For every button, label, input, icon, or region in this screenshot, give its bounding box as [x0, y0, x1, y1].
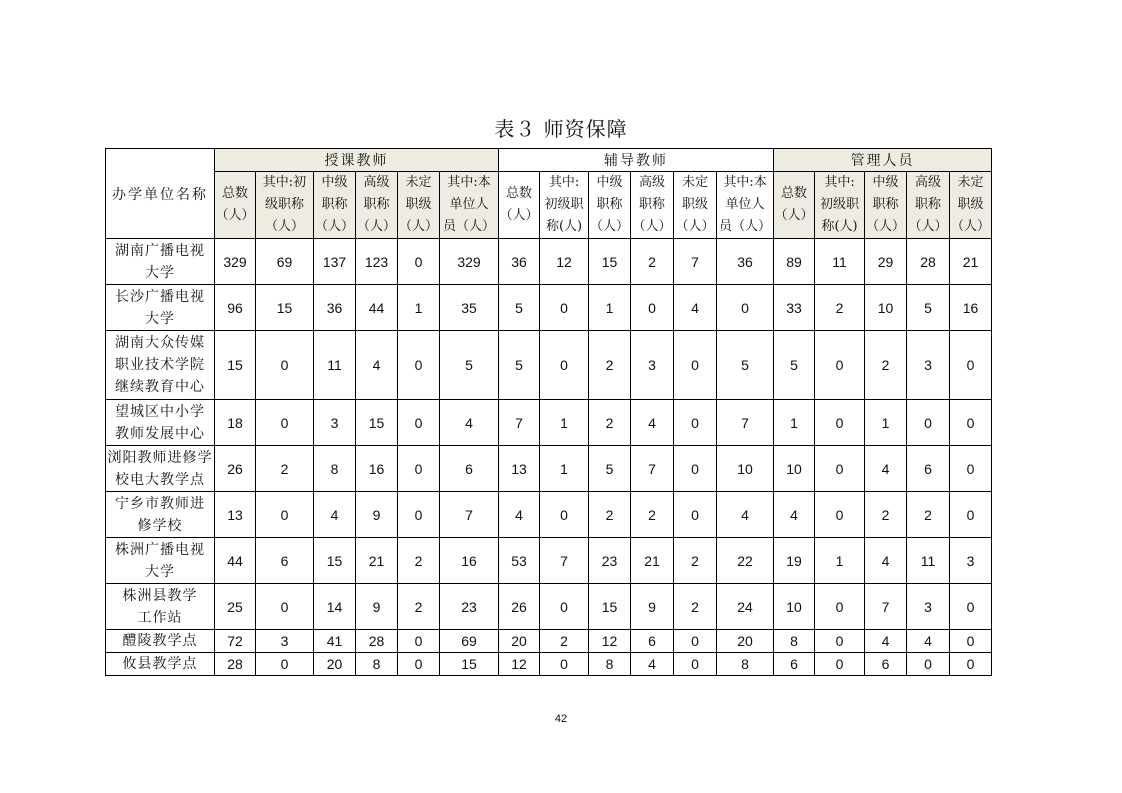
table-cell: 0	[674, 331, 717, 400]
table-cell: 72	[215, 630, 256, 653]
table-cell: 0	[540, 285, 589, 331]
table-cell: 15	[440, 653, 499, 676]
table-cell: 5	[774, 331, 815, 400]
column-header	[589, 172, 631, 239]
header-group-tutors: 辅导教师	[499, 149, 774, 172]
table-cell: 11	[815, 239, 865, 285]
table-cell: 5	[499, 285, 540, 331]
table-cell: 0	[398, 492, 440, 538]
table-cell: 12	[540, 239, 589, 285]
table-cell: 0	[398, 239, 440, 285]
table-cell: 15	[256, 285, 314, 331]
table-cell: 0	[950, 630, 992, 653]
table-cell: 11	[907, 538, 950, 584]
column-header	[815, 172, 865, 239]
table-cell: 0	[398, 653, 440, 676]
table-cell: 4	[314, 492, 356, 538]
table-cell: 0	[950, 446, 992, 492]
table-cell: 7	[499, 400, 540, 446]
table-cell: 3	[631, 331, 674, 400]
table-cell: 0	[540, 492, 589, 538]
header-unit-name: 办学单位名称	[106, 149, 215, 239]
table-cell: 4	[865, 446, 907, 492]
table-cell: 5	[499, 331, 540, 400]
table-cell: 0	[815, 653, 865, 676]
table-cell: 25	[215, 584, 256, 630]
table-cell: 4	[774, 492, 815, 538]
table-cell: 12	[589, 630, 631, 653]
column-header	[356, 172, 398, 239]
table-cell: 0	[950, 653, 992, 676]
table-cell: 4	[907, 630, 950, 653]
table-cell: 0	[540, 653, 589, 676]
table-cell: 5	[589, 446, 631, 492]
table-row	[106, 492, 992, 538]
table-cell: 1	[774, 400, 815, 446]
column-header	[865, 172, 907, 239]
table-cell: 0	[815, 331, 865, 400]
column-header	[314, 172, 356, 239]
table-cell: 6	[440, 446, 499, 492]
column-header	[907, 172, 950, 239]
table-cell: 15	[356, 400, 398, 446]
table-cell: 28	[215, 653, 256, 676]
table-cell: 6	[907, 446, 950, 492]
table-cell: 1	[589, 285, 631, 331]
table-cell: 4	[865, 630, 907, 653]
row-unit-name-text: 株洲县教学 工作站	[122, 587, 198, 626]
table-cell: 0	[540, 331, 589, 400]
table-cell: 0	[815, 630, 865, 653]
table-cell: 16	[440, 538, 499, 584]
table-cell: 9	[356, 492, 398, 538]
table-cell: 36	[717, 239, 774, 285]
table-cell: 0	[398, 400, 440, 446]
table-cell: 2	[865, 331, 907, 400]
table-cell: 0	[815, 400, 865, 446]
table-cell: 1	[540, 446, 589, 492]
table-cell: 23	[440, 584, 499, 630]
table-cell: 44	[215, 538, 256, 584]
table-cell: 69	[440, 630, 499, 653]
table-cell: 1	[865, 400, 907, 446]
table-cell: 96	[215, 285, 256, 331]
table-cell: 329	[215, 239, 256, 285]
row-unit-name-text: 醴陵教学点	[122, 633, 198, 649]
row-unit-name	[106, 630, 215, 653]
table-cell: 7	[631, 446, 674, 492]
row-unit-name	[106, 492, 215, 538]
table-cell: 0	[256, 400, 314, 446]
column-header-label: 高级 职称 （人）	[632, 175, 672, 234]
table-cell: 0	[631, 285, 674, 331]
table-cell: 18	[215, 400, 256, 446]
table-row	[106, 538, 992, 584]
row-unit-name	[106, 653, 215, 676]
table-cell: 5	[717, 331, 774, 400]
teacher-staffing-table	[105, 148, 992, 676]
table-cell: 3	[907, 584, 950, 630]
table-cell: 44	[356, 285, 398, 331]
table-cell: 0	[950, 331, 992, 400]
table-cell: 21	[631, 538, 674, 584]
table-cell: 0	[950, 400, 992, 446]
table-cell: 14	[314, 584, 356, 630]
page-number: 42	[554, 713, 568, 725]
header-group-management: 管理人员	[774, 149, 992, 172]
table-cell: 53	[499, 538, 540, 584]
table-cell: 0	[950, 584, 992, 630]
table-cell: 6	[631, 630, 674, 653]
table-cell: 26	[499, 584, 540, 630]
column-header-label: 未定 职级 （人）	[398, 175, 438, 234]
table-cell: 0	[674, 400, 717, 446]
table-cell: 2	[631, 492, 674, 538]
table-cell: 15	[589, 584, 631, 630]
table-cell: 12	[499, 653, 540, 676]
table-cell: 0	[540, 584, 589, 630]
table-cell: 6	[256, 538, 314, 584]
table-cell: 4	[631, 400, 674, 446]
table-cell: 16	[950, 285, 992, 331]
table-cell: 0	[717, 285, 774, 331]
table-cell: 28	[907, 239, 950, 285]
row-unit-name	[106, 400, 215, 446]
table-cell: 2	[674, 538, 717, 584]
table-cell: 89	[774, 239, 815, 285]
table-cell: 10	[774, 584, 815, 630]
table-cell: 3	[907, 331, 950, 400]
table-cell: 2	[907, 492, 950, 538]
table-cell: 137	[314, 239, 356, 285]
table-cell: 2	[589, 331, 631, 400]
table-cell: 9	[356, 584, 398, 630]
table-cell: 7	[440, 492, 499, 538]
row-unit-name-text: 宁乡市教师进 修学校	[115, 495, 205, 534]
table-cell: 21	[356, 538, 398, 584]
column-header	[499, 172, 540, 239]
column-header-label: 中级 职称 （人）	[590, 175, 630, 234]
table-row	[106, 285, 992, 331]
table-cell: 16	[356, 446, 398, 492]
table-cell: 2	[540, 630, 589, 653]
row-unit-name-text: 浏阳教师进修学 校电大教学点	[107, 449, 213, 488]
table-row	[106, 400, 992, 446]
column-header	[717, 172, 774, 239]
column-header-label: 未定 职级 （人）	[951, 175, 991, 234]
table-cell: 15	[215, 331, 256, 400]
table-cell: 7	[674, 239, 717, 285]
table-cell: 10	[865, 285, 907, 331]
column-header-label: 未定 职级 （人）	[675, 175, 715, 234]
header-group-lecturers: 授课教师	[215, 149, 499, 172]
column-header-label: 其中:初 级职称 （人）	[262, 175, 307, 234]
row-unit-name	[106, 584, 215, 630]
table-cell: 4	[499, 492, 540, 538]
table-cell: 15	[314, 538, 356, 584]
table-row	[106, 331, 992, 400]
table-cell: 20	[499, 630, 540, 653]
table-cell: 0	[674, 492, 717, 538]
table-cell: 33	[774, 285, 815, 331]
table-cell: 8	[356, 653, 398, 676]
row-unit-name	[106, 239, 215, 285]
column-header-label: 高级 职称 （人）	[356, 175, 396, 234]
row-unit-name	[106, 285, 215, 331]
table-cell: 4	[631, 653, 674, 676]
table-cell: 2	[589, 492, 631, 538]
table-cell: 13	[499, 446, 540, 492]
table-cell: 123	[356, 239, 398, 285]
table-title: 表３ 师资保障	[494, 117, 628, 141]
column-header	[440, 172, 499, 239]
column-header-label: 中级 职称 （人）	[866, 175, 906, 234]
column-header-label: 其中:本 单位人 员（人）	[443, 175, 496, 234]
table-cell: 8	[314, 446, 356, 492]
column-header-label: 其中: 初级职 称(人)	[820, 175, 860, 234]
column-header	[631, 172, 674, 239]
row-unit-name-text: 株洲广播电视 大学	[115, 541, 205, 580]
table-cell: 11	[314, 331, 356, 400]
row-unit-name	[106, 538, 215, 584]
table-cell: 7	[865, 584, 907, 630]
table-cell: 0	[398, 446, 440, 492]
table-cell: 2	[674, 584, 717, 630]
table-cell: 13	[215, 492, 256, 538]
table-row	[106, 446, 992, 492]
row-unit-name-text: 攸县教学点	[122, 656, 198, 672]
column-header-label: 总数 （人）	[499, 186, 539, 223]
table-cell: 0	[815, 584, 865, 630]
table-cell: 0	[907, 653, 950, 676]
table-row	[106, 653, 992, 676]
table-cell: 20	[314, 653, 356, 676]
table-cell: 0	[907, 400, 950, 446]
table-cell: 3	[950, 538, 992, 584]
table-cell: 0	[256, 331, 314, 400]
table-cell: 0	[398, 331, 440, 400]
column-header-label: 总数 （人）	[215, 186, 255, 223]
table-cell: 35	[440, 285, 499, 331]
row-unit-name-text: 湖南大众传媒 职业技术学院 继续教育中心	[115, 335, 205, 395]
table-cell: 4	[717, 492, 774, 538]
table-cell: 8	[717, 653, 774, 676]
table-cell: 329	[440, 239, 499, 285]
table-cell: 21	[950, 239, 992, 285]
column-header	[256, 172, 314, 239]
table-cell: 10	[774, 446, 815, 492]
table-cell: 0	[674, 446, 717, 492]
table-row	[106, 584, 992, 630]
table-cell: 0	[815, 492, 865, 538]
table-cell: 2	[398, 538, 440, 584]
row-unit-name	[106, 446, 215, 492]
table-cell: 8	[774, 630, 815, 653]
row-unit-name-text: 长沙广播电视 大学	[115, 288, 205, 327]
table-cell: 0	[256, 492, 314, 538]
table-cell: 3	[314, 400, 356, 446]
table-cell: 0	[398, 630, 440, 653]
column-header	[215, 172, 256, 239]
column-header	[398, 172, 440, 239]
column-header	[674, 172, 717, 239]
table-cell: 6	[774, 653, 815, 676]
table-cell: 0	[256, 653, 314, 676]
row-unit-name-text: 湖南广播电视 大学	[115, 242, 205, 281]
column-header	[774, 172, 815, 239]
table-cell: 10	[717, 446, 774, 492]
table-cell: 1	[398, 285, 440, 331]
row-unit-name-text: 望城区中小学 教师发展中心	[115, 403, 205, 442]
table-cell: 36	[314, 285, 356, 331]
column-header-label: 高级 职称 （人）	[908, 175, 948, 234]
column-header	[950, 172, 992, 239]
table-cell: 2	[631, 239, 674, 285]
column-header	[540, 172, 589, 239]
table-cell: 69	[256, 239, 314, 285]
table-cell: 5	[440, 331, 499, 400]
table-cell: 24	[717, 584, 774, 630]
table-cell: 0	[674, 653, 717, 676]
table-cell: 29	[865, 239, 907, 285]
table-cell: 7	[717, 400, 774, 446]
table-cell: 9	[631, 584, 674, 630]
table-cell: 0	[815, 446, 865, 492]
table-cell: 0	[674, 630, 717, 653]
table-cell: 0	[256, 584, 314, 630]
table-cell: 15	[589, 239, 631, 285]
table-cell: 4	[356, 331, 398, 400]
table-cell: 8	[589, 653, 631, 676]
table-cell: 4	[440, 400, 499, 446]
table-row	[106, 239, 992, 285]
table-cell: 2	[815, 285, 865, 331]
table-cell: 6	[865, 653, 907, 676]
table-cell: 5	[907, 285, 950, 331]
table-cell: 3	[256, 630, 314, 653]
table-cell: 0	[950, 492, 992, 538]
table-cell: 19	[774, 538, 815, 584]
table-cell: 2	[256, 446, 314, 492]
column-header-label: 总数 （人）	[774, 186, 814, 223]
table-row	[106, 630, 992, 653]
table-cell: 41	[314, 630, 356, 653]
table-cell: 26	[215, 446, 256, 492]
table-cell: 20	[717, 630, 774, 653]
table-cell: 1	[815, 538, 865, 584]
table-cell: 23	[589, 538, 631, 584]
table-cell: 4	[674, 285, 717, 331]
column-header-label: 中级 职称 （人）	[314, 175, 354, 234]
table-cell: 36	[499, 239, 540, 285]
column-header-label: 其中: 初级职 称(人)	[544, 175, 584, 234]
table-cell: 7	[540, 538, 589, 584]
data-table	[105, 148, 992, 676]
table-cell: 28	[356, 630, 398, 653]
table-cell: 4	[865, 538, 907, 584]
column-header-label: 其中:本 单位人 员（人）	[719, 175, 772, 234]
table-cell: 2	[865, 492, 907, 538]
table-cell: 22	[717, 538, 774, 584]
row-unit-name	[106, 331, 215, 400]
table-cell: 2	[398, 584, 440, 630]
table-cell: 1	[540, 400, 589, 446]
table-cell: 2	[589, 400, 631, 446]
